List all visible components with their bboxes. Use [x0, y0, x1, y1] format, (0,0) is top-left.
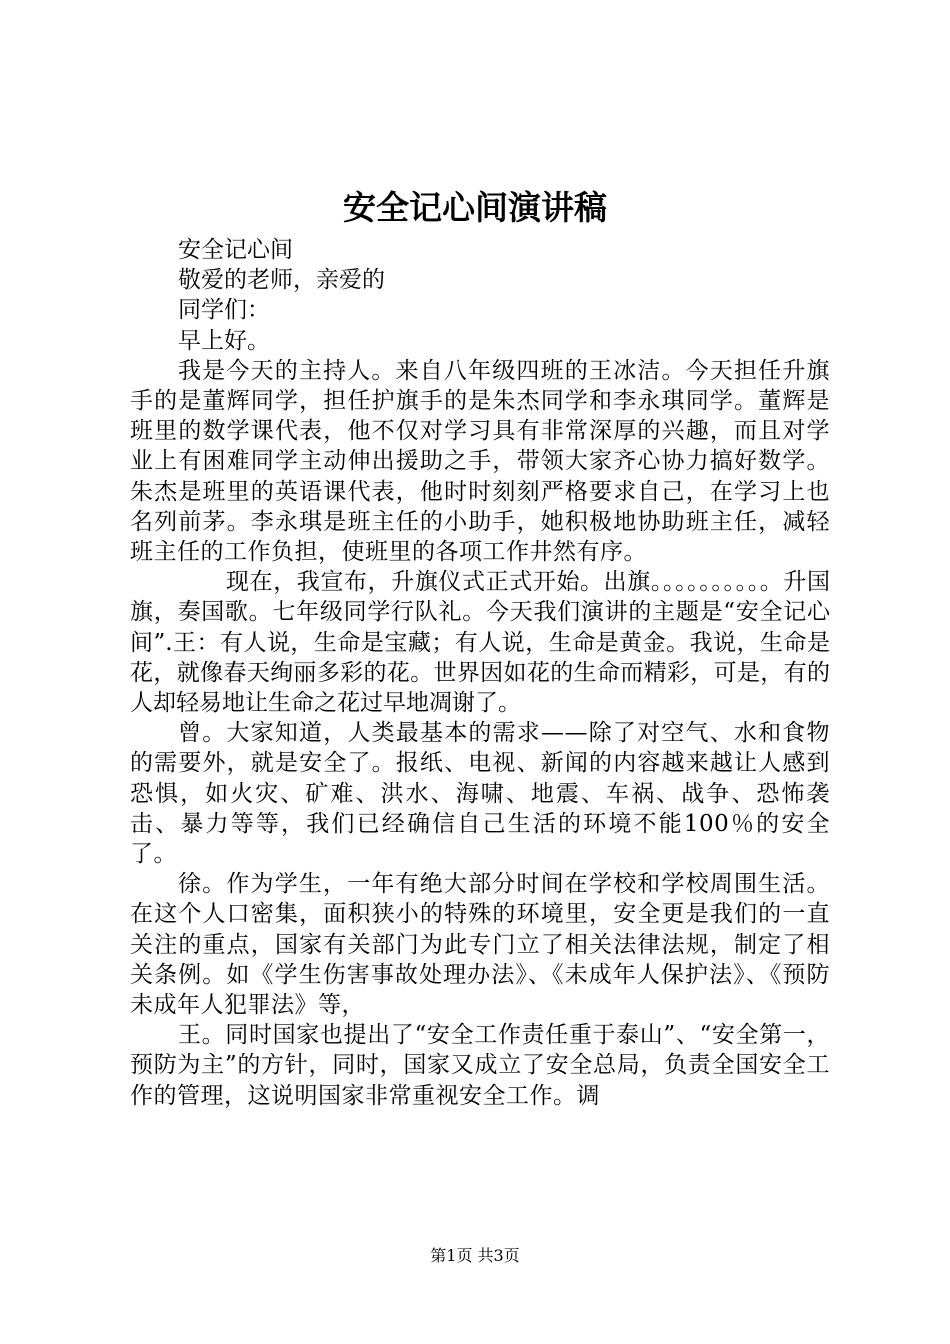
greeting-line-2: 同学们： [178, 297, 270, 324]
paragraph-ceremony: 现在，我宣布，升旗仪式正式开始。出旗。。。。。。。。。。升国旗，奏国歌。七年级同学行队礼。今天我们演讲的主题是“安全记心间”.王：有人说，生命是宝藏；有人说，生命是黄金。我说，生命是花，就像春天绚丽多彩的花。世界因如花的生命而精彩，可是，有的人却轻易地让生命之花过早地凋谢了。 [130, 569, 830, 717]
greeting-line-1: 敬爱的老师，亲爱的 [178, 267, 385, 294]
paragraph-school-safety: 徐。作为学生，一年有绝大部分时间在学校和学校周围生活。在这个人口密集，面积狭小的特殊的环境里，安全更是我们的一直关注的重点，国家有关部门为此专门立了相关法律法规，制定了相关条例。如《学生伤害事故处理办法》、《未成年人保护法》、《预防未成年人犯罪法》等， [130, 871, 830, 1019]
document-title: 安全记心间演讲稿 [343, 188, 607, 227]
speech-heading: 安全记心间 [178, 237, 293, 263]
greeting-line-3: 早上好。 [178, 327, 270, 354]
paragraph-national-policy: 王。同时国家也提出了“安全工作责任重于泰山”、“安全第一，预防为主”的方针，同时，国家又成立了安全总局，负责全国安全工作的管理，这说明国家非常重视安全工作。调 [130, 1022, 830, 1109]
paragraph-host-intro: 我是今天的主持人。来自八年级四班的王冰洁。今天担任升旗手的是董辉同学，担任护旗手的是朱杰同学和李永琪同学。董辉是班里的数学课代表，他不仅对学习具有非常深厚的兴趣，而且对学业上有困难同学主动伸出援助之手，带领大家齐心协力搞好数学。朱杰是班里的英语课代表，他时时刻刻严格要求自己，在学习上也名列前茅。李永琪是班主任的小助手，她积极地协助班主任，减轻班主任的工作负担，使班里的各项工作井然有序。 [130, 357, 830, 566]
document-body [130, 235, 830, 1111]
page-number-footer: 第1页 共3页 [430, 1246, 520, 1265]
paragraph-safety-needs: 曾。大家知道，人类最基本的需求——除了对空气、水和食物的需要外，就是安全了。报纸、电视、新闻的内容越来越让人感到恐惧，如火灾、矿难、洪水、海啸、地震、车祸、战争、恐怖袭击、暴力等等，我们已经确信自己生活的环境不能100％的安全了。 [130, 720, 830, 868]
